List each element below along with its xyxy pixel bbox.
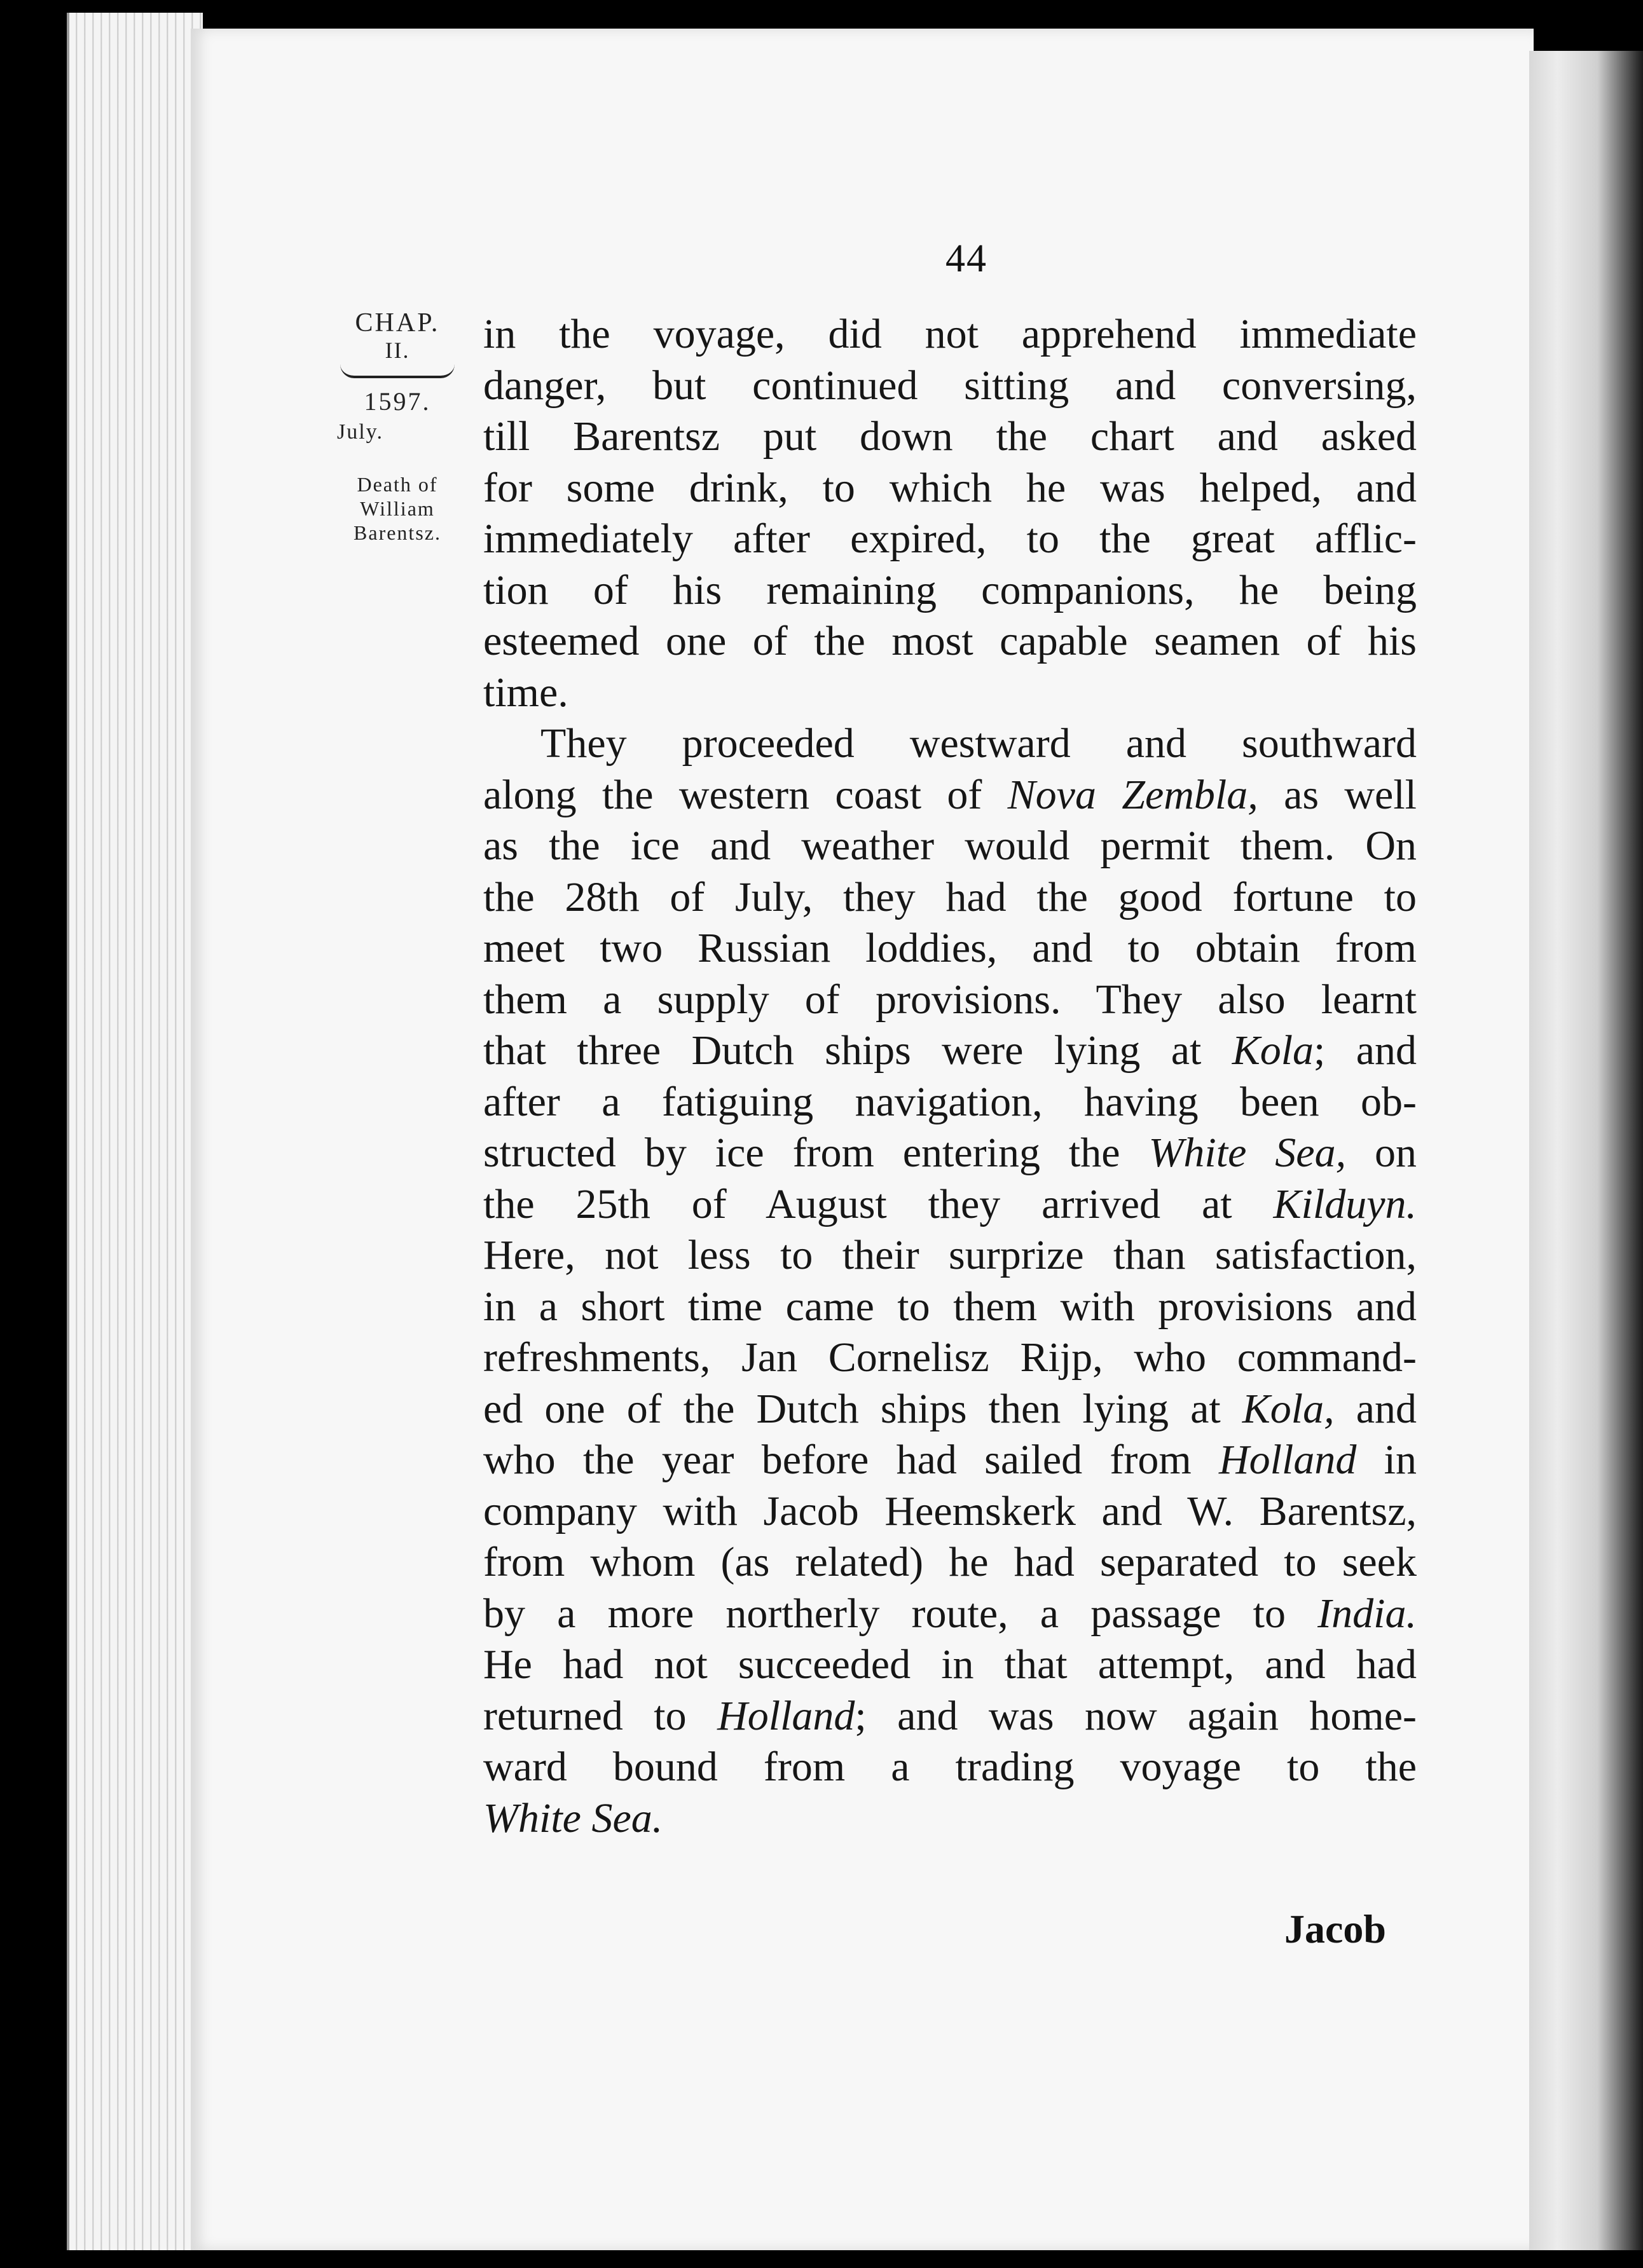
text-line: He had not succeeded in that attempt, and had: [483, 1641, 1417, 1688]
chapter-number: II.: [385, 338, 410, 363]
text-line: them a supply of provisions. They also learnt: [483, 976, 1417, 1023]
italic-place-name: Kilduyn.: [1273, 1180, 1417, 1227]
margin-brace: [340, 364, 455, 378]
italic-place-name: Holland: [717, 1692, 855, 1739]
text-line: time.: [483, 669, 568, 716]
text-line: structed by ice from entering the White Sea, on: [483, 1130, 1417, 1176]
sidenote-line: William: [360, 497, 435, 520]
body-text: [483, 309, 1417, 1844]
text-line: along the western coast of Nova Zembla, as well: [483, 771, 1417, 818]
text-line: danger, but continued sitting and conversing,: [483, 362, 1417, 409]
italic-place-name: Nova Zembla,: [1007, 771, 1258, 818]
text-line: the 25th of August they arrived at Kilduyn.: [483, 1180, 1417, 1227]
paragraph-2: [483, 718, 1417, 1844]
margin-month: July.: [337, 420, 383, 444]
italic-place-name: Kola: [1232, 1027, 1314, 1074]
text-line: after a fatiguing navigation, having been ob-: [483, 1078, 1417, 1125]
text-line: by a more northerly route, a passage to India.: [483, 1590, 1417, 1637]
text-line: in the voyage, did not apprehend immediate: [483, 311, 1417, 357]
text-line: They proceeded westward and southward: [540, 720, 1417, 767]
margin-sidenote: [324, 472, 471, 545]
text-line: Here, not less to their surprize than satisfaction,: [483, 1232, 1417, 1278]
text-line: tion of his remaining companions, he being: [483, 566, 1417, 613]
text-line: ward bound from a trading voyage to the: [483, 1744, 1417, 1790]
italic-place-name: White Sea.: [483, 1794, 663, 1841]
text-line: till Barentsz put down the chart and asked: [483, 413, 1417, 460]
text-line: from whom (as related) he had separated to seek: [483, 1539, 1417, 1585]
book-page-edges: [67, 13, 203, 2250]
text-line: company with Jacob Heemskerk and W. Barentsz,: [483, 1487, 1417, 1534]
page-number: 44: [945, 237, 987, 280]
text-line: in a short time came to them with provisions and: [483, 1283, 1417, 1330]
sidenote-line: Death of: [357, 473, 438, 496]
text-line: that three Dutch ships were lying at Kola; and: [483, 1027, 1417, 1074]
text-line: returned to Holland; and was now again home-: [483, 1692, 1417, 1739]
margin-year: 1597.: [364, 387, 431, 416]
text-line: the 28th of July, they had the good fortune to: [483, 873, 1417, 920]
sidenote-line: Barentsz.: [354, 521, 441, 544]
text-line: immediately after expired, to the great afflic-: [483, 516, 1417, 562]
paragraph-1: [483, 309, 1417, 718]
text-line: esteemed one of the most capable seamen of his: [483, 618, 1417, 664]
text-line: refreshments, Jan Cornelisz Rijp, who command-: [483, 1334, 1417, 1381]
text-line: ed one of the Dutch ships then lying at Kola, and: [483, 1385, 1417, 1432]
page-curl-shadow: [1529, 51, 1643, 2250]
text-line: who the year before had sailed from Holland in: [483, 1437, 1417, 1483]
chapter-label: CHAP.: [355, 308, 440, 338]
catchword: Jacob: [1284, 1906, 1386, 1951]
text-line: meet two Russian loddies, and to obtain from: [483, 925, 1417, 971]
italic-place-name: Kola,: [1242, 1385, 1335, 1432]
margin-notes: [324, 308, 471, 545]
text-line: as the ice and weather would permit them. On: [483, 823, 1417, 869]
italic-place-name: Holland: [1219, 1437, 1357, 1483]
italic-place-name: White Sea,: [1148, 1130, 1347, 1176]
text-line: for some drink, to which he was helped, and: [483, 464, 1417, 511]
text-line: [483, 1793, 1417, 1845]
italic-place-name: India.: [1317, 1590, 1417, 1637]
